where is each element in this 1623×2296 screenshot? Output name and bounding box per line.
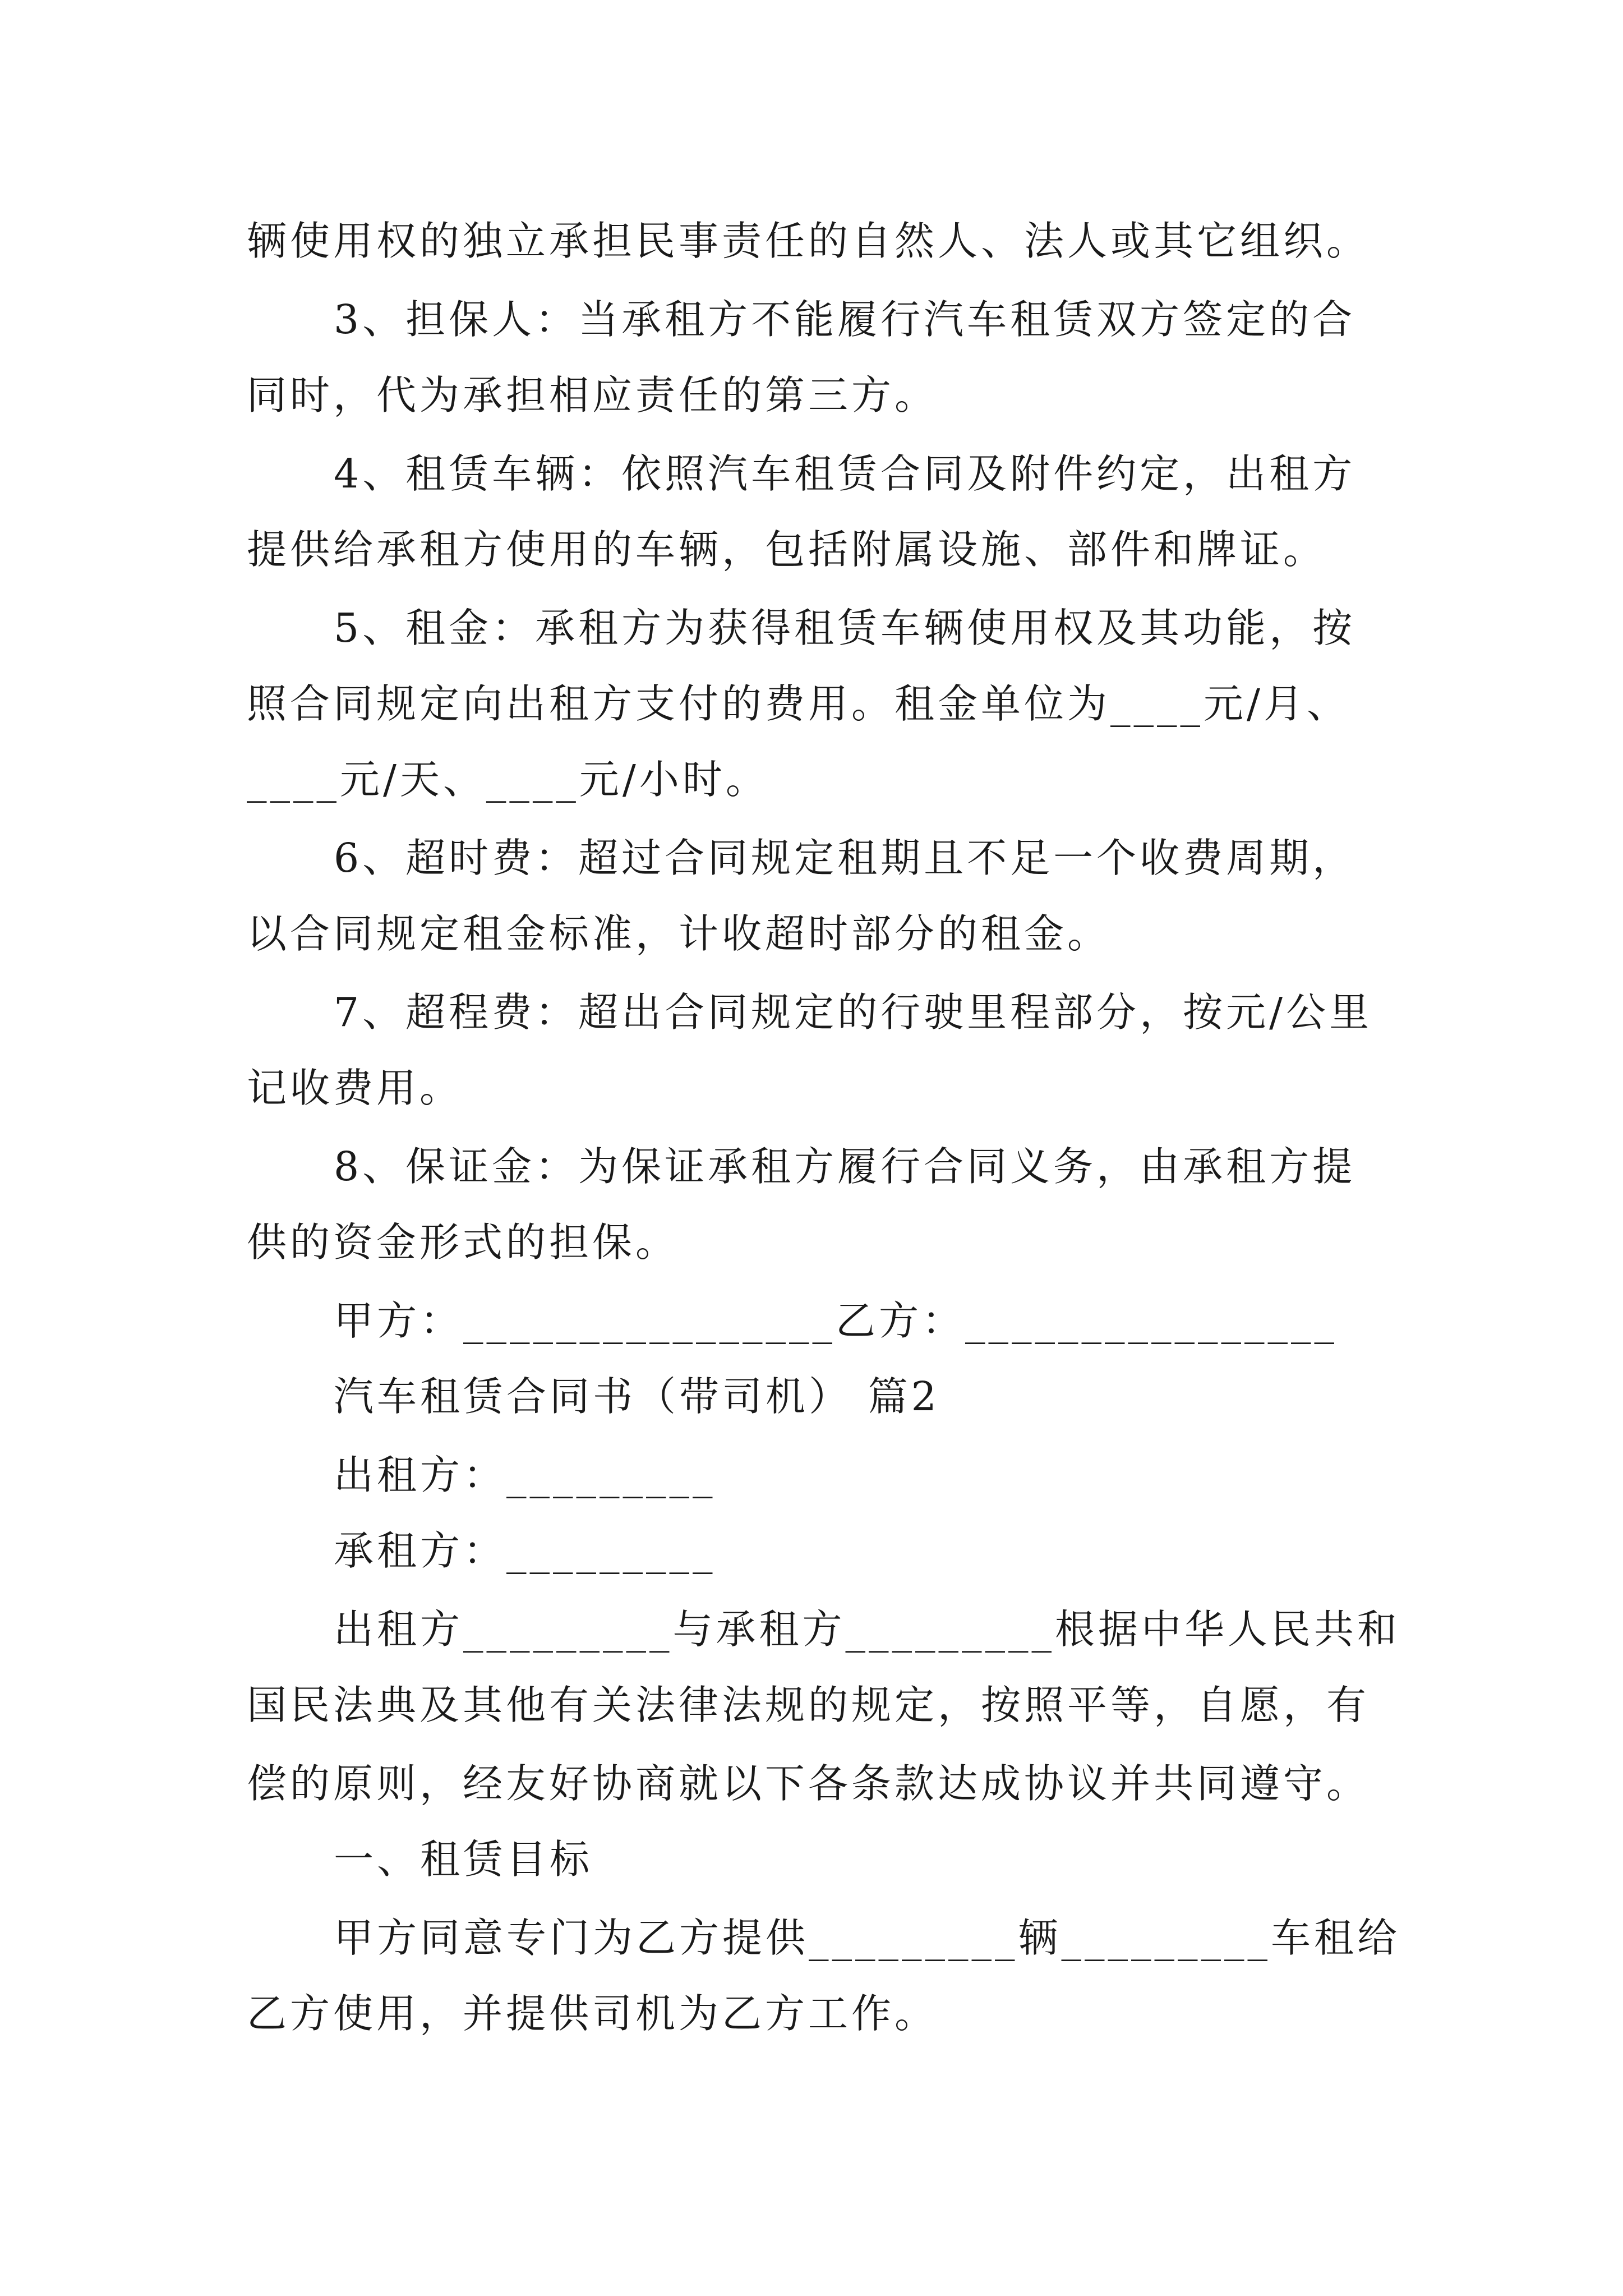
line-text: 汽车租赁合同书（带司机） 篇2 <box>334 1373 940 1420</box>
paragraph-line <box>0 440 1623 508</box>
paragraph-line <box>0 825 1623 892</box>
paragraph-line <box>0 286 1623 353</box>
paragraph-line <box>0 1055 1623 1122</box>
line-text: 以合同规定租金标准，计收超时部分的租金。 <box>247 910 1111 957</box>
paragraph-line <box>0 1904 1623 1972</box>
lessor-line <box>0 1442 1623 1509</box>
paragraph-line <box>0 1750 1623 1818</box>
line-text: 出租方：_________ <box>334 1452 716 1498</box>
paragraph-line <box>0 979 1623 1046</box>
paragraph-line <box>0 1209 1623 1276</box>
paragraph-line <box>0 1133 1623 1200</box>
line-text: 记收费用。 <box>247 1065 463 1111</box>
line-text: 出租方_________与承租方_________根据中华人民共和 <box>334 1606 1401 1653</box>
section-heading <box>0 1363 1623 1430</box>
line-text: 一、租赁目标 <box>334 1836 593 1883</box>
line-text: 甲方同意专门为乙方提供_________辆_________车租给 <box>334 1915 1401 1961</box>
line-text: 4、租赁车辆：依照汽车租赁合同及附件约定，出租方 <box>334 450 1356 497</box>
clause-heading <box>0 1826 1623 1893</box>
paragraph-line <box>0 1596 1623 1663</box>
paragraph-line <box>0 362 1623 429</box>
line-text: 3、担保人：当承租方不能履行汽车租赁双方签定的合 <box>334 296 1356 343</box>
paragraph-line <box>0 1672 1623 1739</box>
paragraph-line <box>0 208 1623 275</box>
line-text: 8、保证金：为保证承租方履行合同义务，由承租方提 <box>334 1143 1356 1190</box>
paragraph-line <box>0 670 1623 738</box>
paragraph-line <box>0 516 1623 583</box>
line-text: 7、超程费：超出合同规定的行驶里程部分，按元/公里 <box>334 989 1373 1036</box>
paragraph-line <box>0 900 1623 968</box>
line-text: 5、租金：承租方为获得租赁车辆使用权及其功能，按 <box>334 605 1356 651</box>
lessee-line <box>0 1517 1623 1585</box>
line-text: 甲方：________________乙方：________________ <box>334 1297 1338 1344</box>
line-text: 同时，代为承担相应责任的第三方。 <box>247 372 938 418</box>
line-text: ____元/天、____元/小时。 <box>247 756 769 803</box>
line-text: 提供给承租方使用的车辆，包括附属设施、部件和牌证。 <box>247 526 1327 573</box>
line-text: 6、超时费：超过合同规定租期且不足一个收费周期， <box>334 835 1356 881</box>
paragraph-line <box>0 595 1623 662</box>
line-text: 照合同规定向出租方支付的费用。租金单位为____元/月、 <box>247 680 1350 727</box>
line-text: 承租方：_________ <box>334 1527 716 1574</box>
line-text: 乙方使用，并提供司机为乙方工作。 <box>247 1990 938 2037</box>
line-text: 偿的原则，经友好协商就以下各条款达成协议并共同遵守。 <box>247 1760 1370 1807</box>
line-text: 供的资金形式的担保。 <box>247 1219 679 1266</box>
signature-line <box>0 1287 1623 1355</box>
line-text: 国民法典及其他有关法律法规的规定，按照平等，自愿，有 <box>247 1682 1370 1728</box>
line-text: 辆使用权的独立承担民事责任的自然人、法人或其它组织。 <box>247 218 1370 264</box>
paragraph-line <box>0 1980 1623 2047</box>
paragraph-line <box>0 746 1623 813</box>
